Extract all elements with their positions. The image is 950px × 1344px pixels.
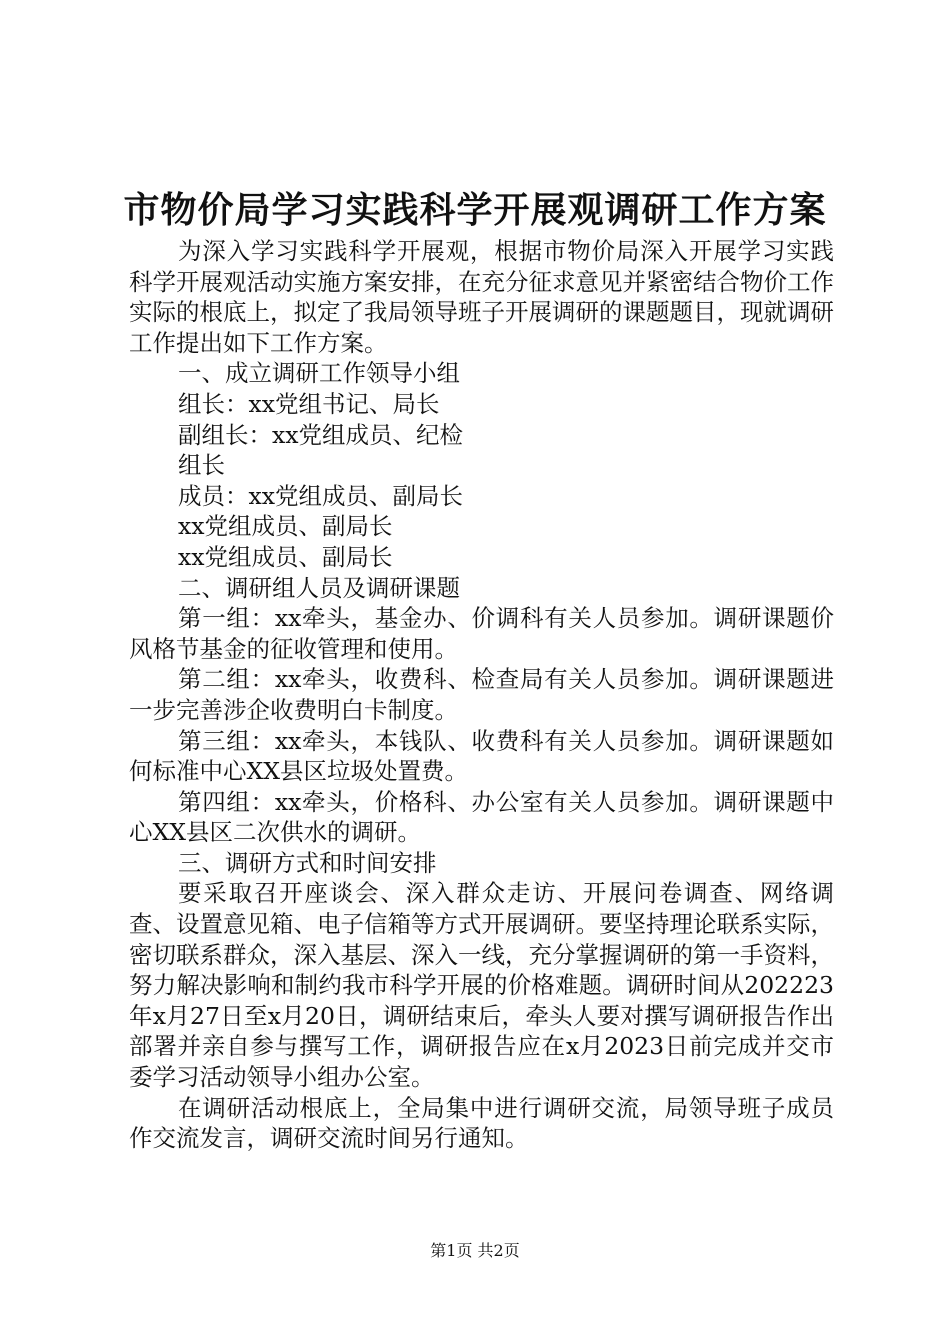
exchange-paragraph: 在调研活动根底上，全局集中进行调研交流，局领导班子成员作交流发言，调研交流时间另行通知。 xyxy=(129,1093,834,1153)
document-title: 市物价局学习实践科学开展观调研工作方案 xyxy=(123,189,827,231)
member-line-2: xx党组成员、副局长 xyxy=(178,512,393,541)
section-1-heading: 一、成立调研工作领导小组 xyxy=(178,359,460,388)
group-4-paragraph: 第四组：xx牵头，价格科、办公室有关人员参加。调研课题中心XX县区二次供水的调研。 xyxy=(129,787,834,847)
group-3-paragraph: 第三组：xx牵头，本钱队、收费科有关人员参加。调研课题如何标准中心XX县区垃圾处置费。 xyxy=(129,726,834,786)
deputy-leader-line: 副组长：xx党组成员、纪检 xyxy=(178,420,464,449)
intro-paragraph: 为深入学习实践科学开展观，根据市物价局深入开展学习实践科学开展观活动实施方案安排，在充分征求意见并紧密结合物价工作实际的根底上，拟定了我局领导班子开展调研的课题题目，现就调研工作提出如下工作方案。 xyxy=(129,237,834,357)
group-leader-line: 组长：xx党组书记、局长 xyxy=(178,389,440,418)
group-1-paragraph: 第一组：xx牵头，基金办、价调科有关人员参加。调研课题价风格节基金的征收管理和使用。 xyxy=(129,604,834,663)
group-2-paragraph: 第二组：xx牵头，收费科、检查局有关人员参加。调研课题进一步完善涉企收费明白卡制度。 xyxy=(129,665,834,724)
page-footer: 第1页 共2页 xyxy=(430,1241,520,1260)
member-line-1: 成员：xx党组成员、副局长 xyxy=(178,481,464,510)
section-2-heading: 二、调研组人员及调研课题 xyxy=(178,573,460,602)
deputy-leader-line-cont: 组长 xyxy=(178,451,225,480)
member-line-3: xx党组成员、副局长 xyxy=(178,542,393,571)
section-3-heading: 三、调研方式和时间安排 xyxy=(178,848,437,877)
document-body xyxy=(129,236,834,1154)
method-schedule-paragraph: 要采取召开座谈会、深入群众走访、开展问卷调查、网络调查、设置意见箱、电子信箱等方式开展调研。要坚持理论联系实际，密切联系群众，深入基层、深入一线，充分掌握调研的第一手资料，努力解决影响和制约我市科学开展的价格难题。调研时间从202223年x月27日至x月20日，调研结束后，牵头人要对撰写调研报告作出部署并亲自参与撰写工作，调研报告应在x月2023日前完成并交市委学习活动领导小组办公室。 xyxy=(129,879,834,1092)
